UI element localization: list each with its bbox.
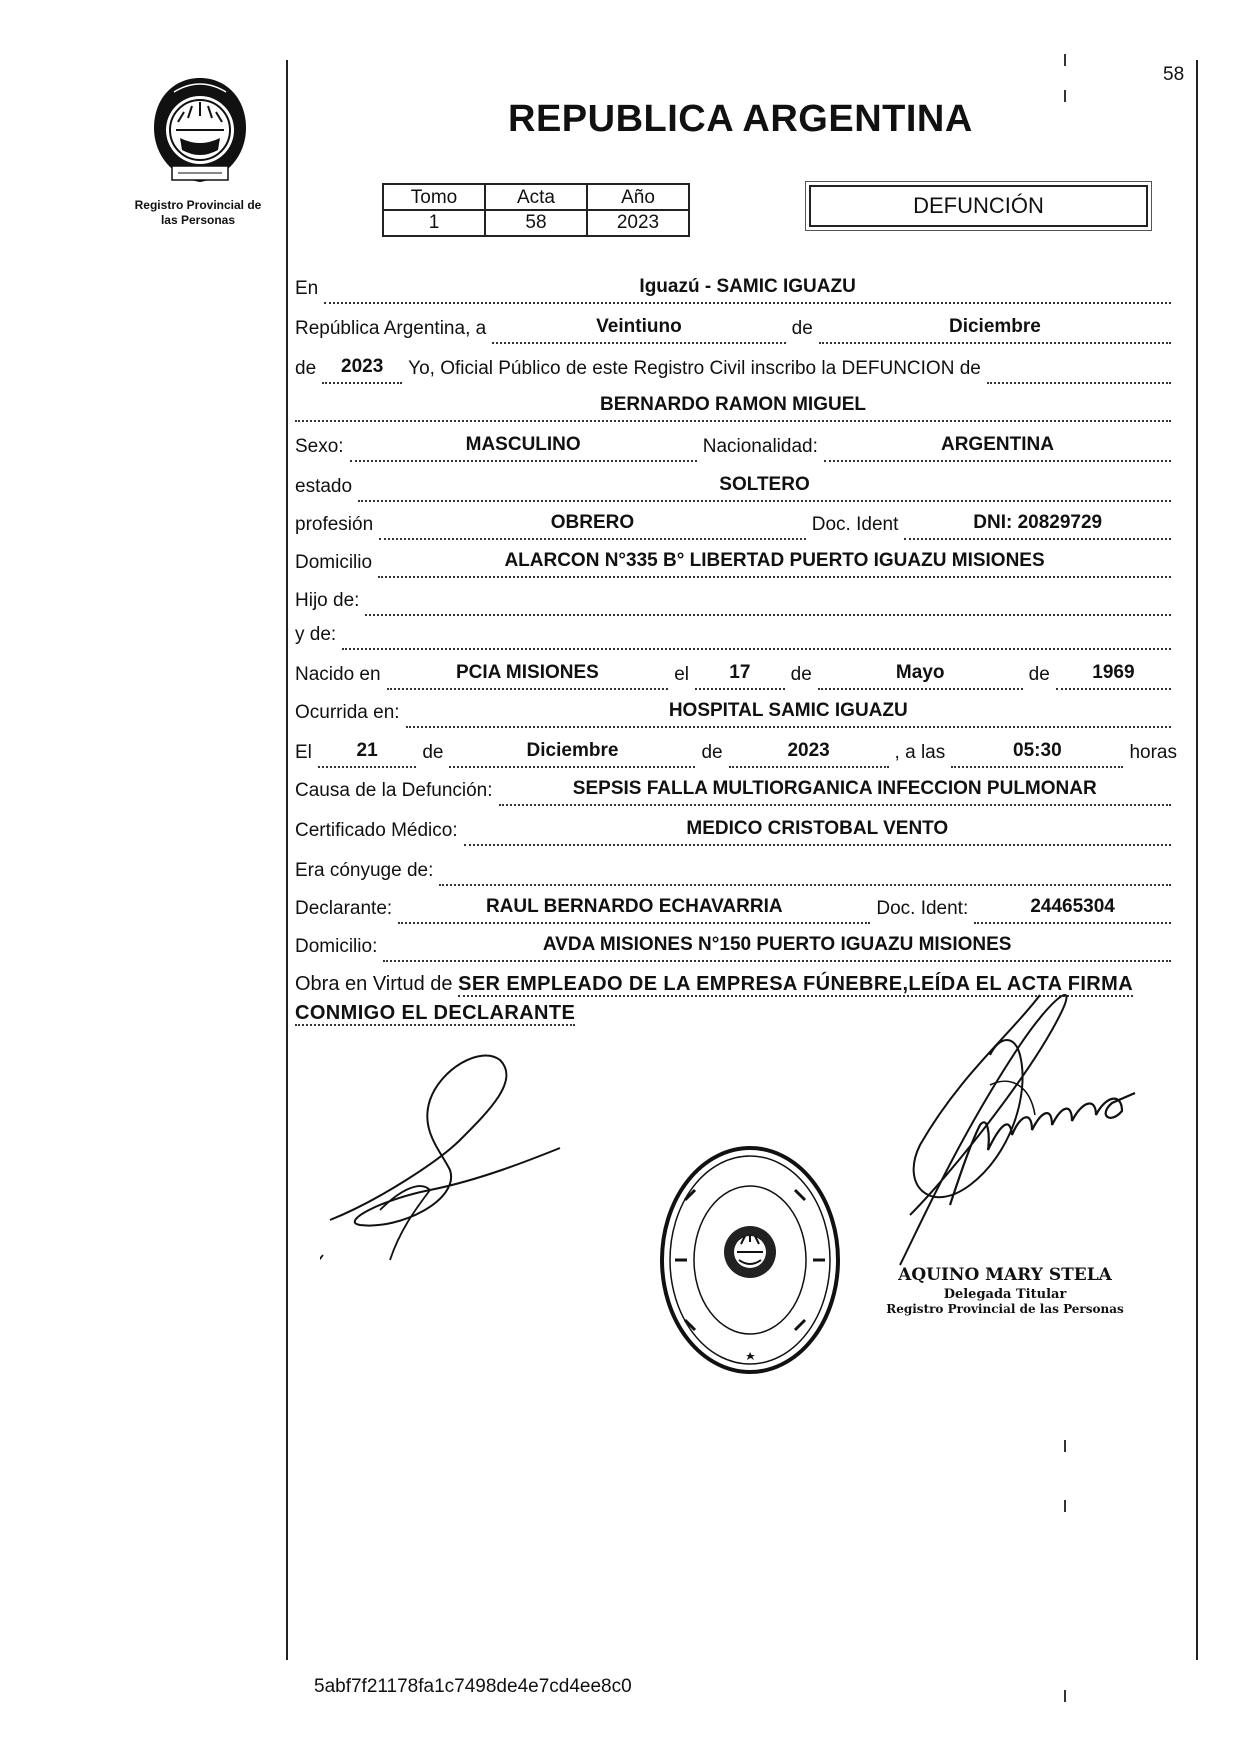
field-def-dia: 21 (318, 740, 416, 768)
document-hash: 5abf7f21178fa1c7498de4e7cd4ee8c0 (314, 1676, 632, 1697)
field-sexo: MASCULINO (350, 434, 697, 462)
field-nac-mes: Mayo (818, 662, 1023, 690)
field-nac-dia: 17 (695, 662, 785, 690)
field-blank (987, 378, 1171, 384)
row-nacimiento (295, 660, 1177, 690)
label-republica: República Argentina, a (295, 318, 487, 339)
label-nacido-en: Nacido en (295, 664, 381, 685)
registry-name (112, 198, 284, 228)
label-causa: Causa de la Defunción: (295, 780, 493, 801)
label-estado: estado (295, 476, 353, 497)
scan-mark (1064, 1440, 1066, 1452)
row-certificado (295, 816, 1177, 846)
label-declarante: Declarante: (295, 898, 393, 919)
right-margin-rule (1196, 60, 1198, 1660)
field-y-de (342, 644, 1171, 650)
registry-name-line2: las Personas (160, 213, 236, 227)
official-stamp (880, 1265, 1130, 1316)
declarant-signature (320, 1040, 580, 1280)
official-title: Delegada Titular (943, 1287, 1067, 1302)
label-obra: Obra en Virtud de (295, 973, 453, 995)
value-tomo: 1 (383, 210, 485, 236)
official-office: Registro Provincial de las Personas (886, 1302, 1124, 1316)
label-de: de (791, 318, 813, 339)
row-ocurrida (295, 698, 1177, 728)
field-hijo-de (365, 610, 1171, 616)
label-nacionalidad: Nacionalidad: (702, 436, 818, 457)
row-name (295, 392, 1177, 422)
row-date (295, 314, 1177, 344)
official-signature (860, 975, 1200, 1275)
province-crest-logo (148, 72, 252, 188)
field-anio: 2023 (322, 356, 402, 384)
label-sexo: Sexo: (295, 436, 344, 457)
field-declarante-domicilio: AVDA MISIONES N°150 PUERTO IGUAZU MISIONES (383, 934, 1171, 962)
field-certificado: MEDICO CRISTOBAL VENTO (464, 818, 1171, 846)
label-de-def-anio: de (701, 742, 723, 763)
label-de-nac-mes: de (790, 664, 812, 685)
label-doc-ident: Doc. Ident (811, 514, 899, 535)
record-reference-table (382, 183, 690, 237)
field-profesion: OBRERO (379, 512, 806, 540)
label-yo-oficial: Yo, Oficial Público de este Registro Civil inscribo la DEFUNCION de (408, 358, 981, 379)
label-y-de: y de: (295, 624, 337, 645)
value-anio: 2023 (587, 210, 689, 236)
field-declarante: RAUL BERNARDO ECHAVARRIA (398, 896, 870, 924)
row-domicilio-declarante (295, 932, 1177, 962)
field-causa: SEPSIS FALLA MULTIORGANICA INFECCION PULMONAR (499, 778, 1171, 806)
official-registry-seal (655, 1140, 845, 1380)
label-en: En (295, 278, 319, 299)
field-def-mes: Diciembre (449, 740, 695, 768)
scan-mark (1064, 90, 1066, 102)
field-domicilio: ALARCON N°335 B° LIBERTAD PUERTO IGUAZU MISIONES (378, 550, 1171, 578)
registry-name-line1: Registro Provincial de (134, 198, 262, 212)
label-conyuge: Era cónyuge de: (295, 860, 434, 881)
value-acta: 58 (485, 210, 587, 236)
label-de-nac-anio: de (1028, 664, 1050, 685)
field-dia-letras: Veintiuno (492, 316, 785, 344)
label-el: el (674, 664, 690, 685)
scan-mark (1064, 54, 1066, 66)
field-obra-text: SER EMPLEADO DE LA EMPRESA FÚNEBRE,LEÍDA EL ACTA FIRMA CONMIGO EL DECLARANTE (295, 973, 1134, 1024)
label-certificado: Certificado Médico: (295, 820, 458, 841)
official-name: AQUINO MARY STELA (898, 1265, 1112, 1285)
scan-mark (1064, 1500, 1066, 1512)
row-domicilio (295, 548, 1177, 578)
field-doc-ident: DNI: 20829729 (904, 512, 1171, 540)
label-doc-ident-declarante: Doc. Ident: (876, 898, 969, 919)
field-mes: Diciembre (819, 316, 1171, 344)
row-sexo (295, 432, 1177, 462)
left-margin-rule (286, 60, 288, 1660)
field-nac-anio: 1969 (1056, 662, 1171, 690)
label-de-year: de (295, 358, 317, 379)
field-ocurrida-en: HOSPITAL SAMIC IGUAZU (406, 700, 1171, 728)
record-type-box: DEFUNCIÓN (809, 185, 1148, 227)
row-profesion (295, 510, 1177, 540)
row-fecha-defuncion (295, 738, 1177, 768)
field-def-hora: 05:30 (951, 740, 1123, 768)
label-domicilio-declarante: Domicilio: (295, 936, 378, 957)
label-el-cap: El (295, 742, 312, 763)
row-year-declaration (295, 354, 1177, 384)
field-conyuge (439, 880, 1171, 886)
label-hijo-de: Hijo de: (295, 590, 360, 611)
page-number: 58 (1163, 64, 1185, 85)
field-lugar: Iguazú - SAMIC IGUAZU (324, 276, 1171, 304)
row-conyuge (295, 856, 1177, 886)
row-y-de (295, 620, 1177, 650)
field-nombre: BERNARDO RAMON MIGUEL (295, 394, 1171, 422)
row-causa (295, 776, 1177, 806)
row-estado (295, 472, 1177, 502)
header-tomo: Tomo (383, 184, 485, 210)
field-nacionalidad: ARGENTINA (824, 434, 1171, 462)
row-hijo-de (295, 586, 1177, 616)
header-acta: Acta (485, 184, 587, 210)
row-place (295, 274, 1177, 304)
row-declarante (295, 894, 1177, 924)
label-profesion: profesión (295, 514, 374, 535)
label-domicilio: Domicilio (295, 552, 373, 573)
field-def-anio: 2023 (729, 740, 889, 768)
label-de-def-mes: de (422, 742, 444, 763)
header-anio: Año (587, 184, 689, 210)
scan-mark (1064, 1690, 1066, 1702)
field-estado: SOLTERO (358, 474, 1171, 502)
label-a-las: , a las (894, 742, 946, 763)
document-title: REPUBLICA ARGENTINA (508, 98, 973, 140)
label-horas: horas (1129, 742, 1177, 763)
field-nacido-en: PCIA MISIONES (387, 662, 669, 690)
label-ocurrida-en: Ocurrida en: (295, 702, 400, 723)
field-declarante-doc: 24465304 (974, 896, 1171, 924)
